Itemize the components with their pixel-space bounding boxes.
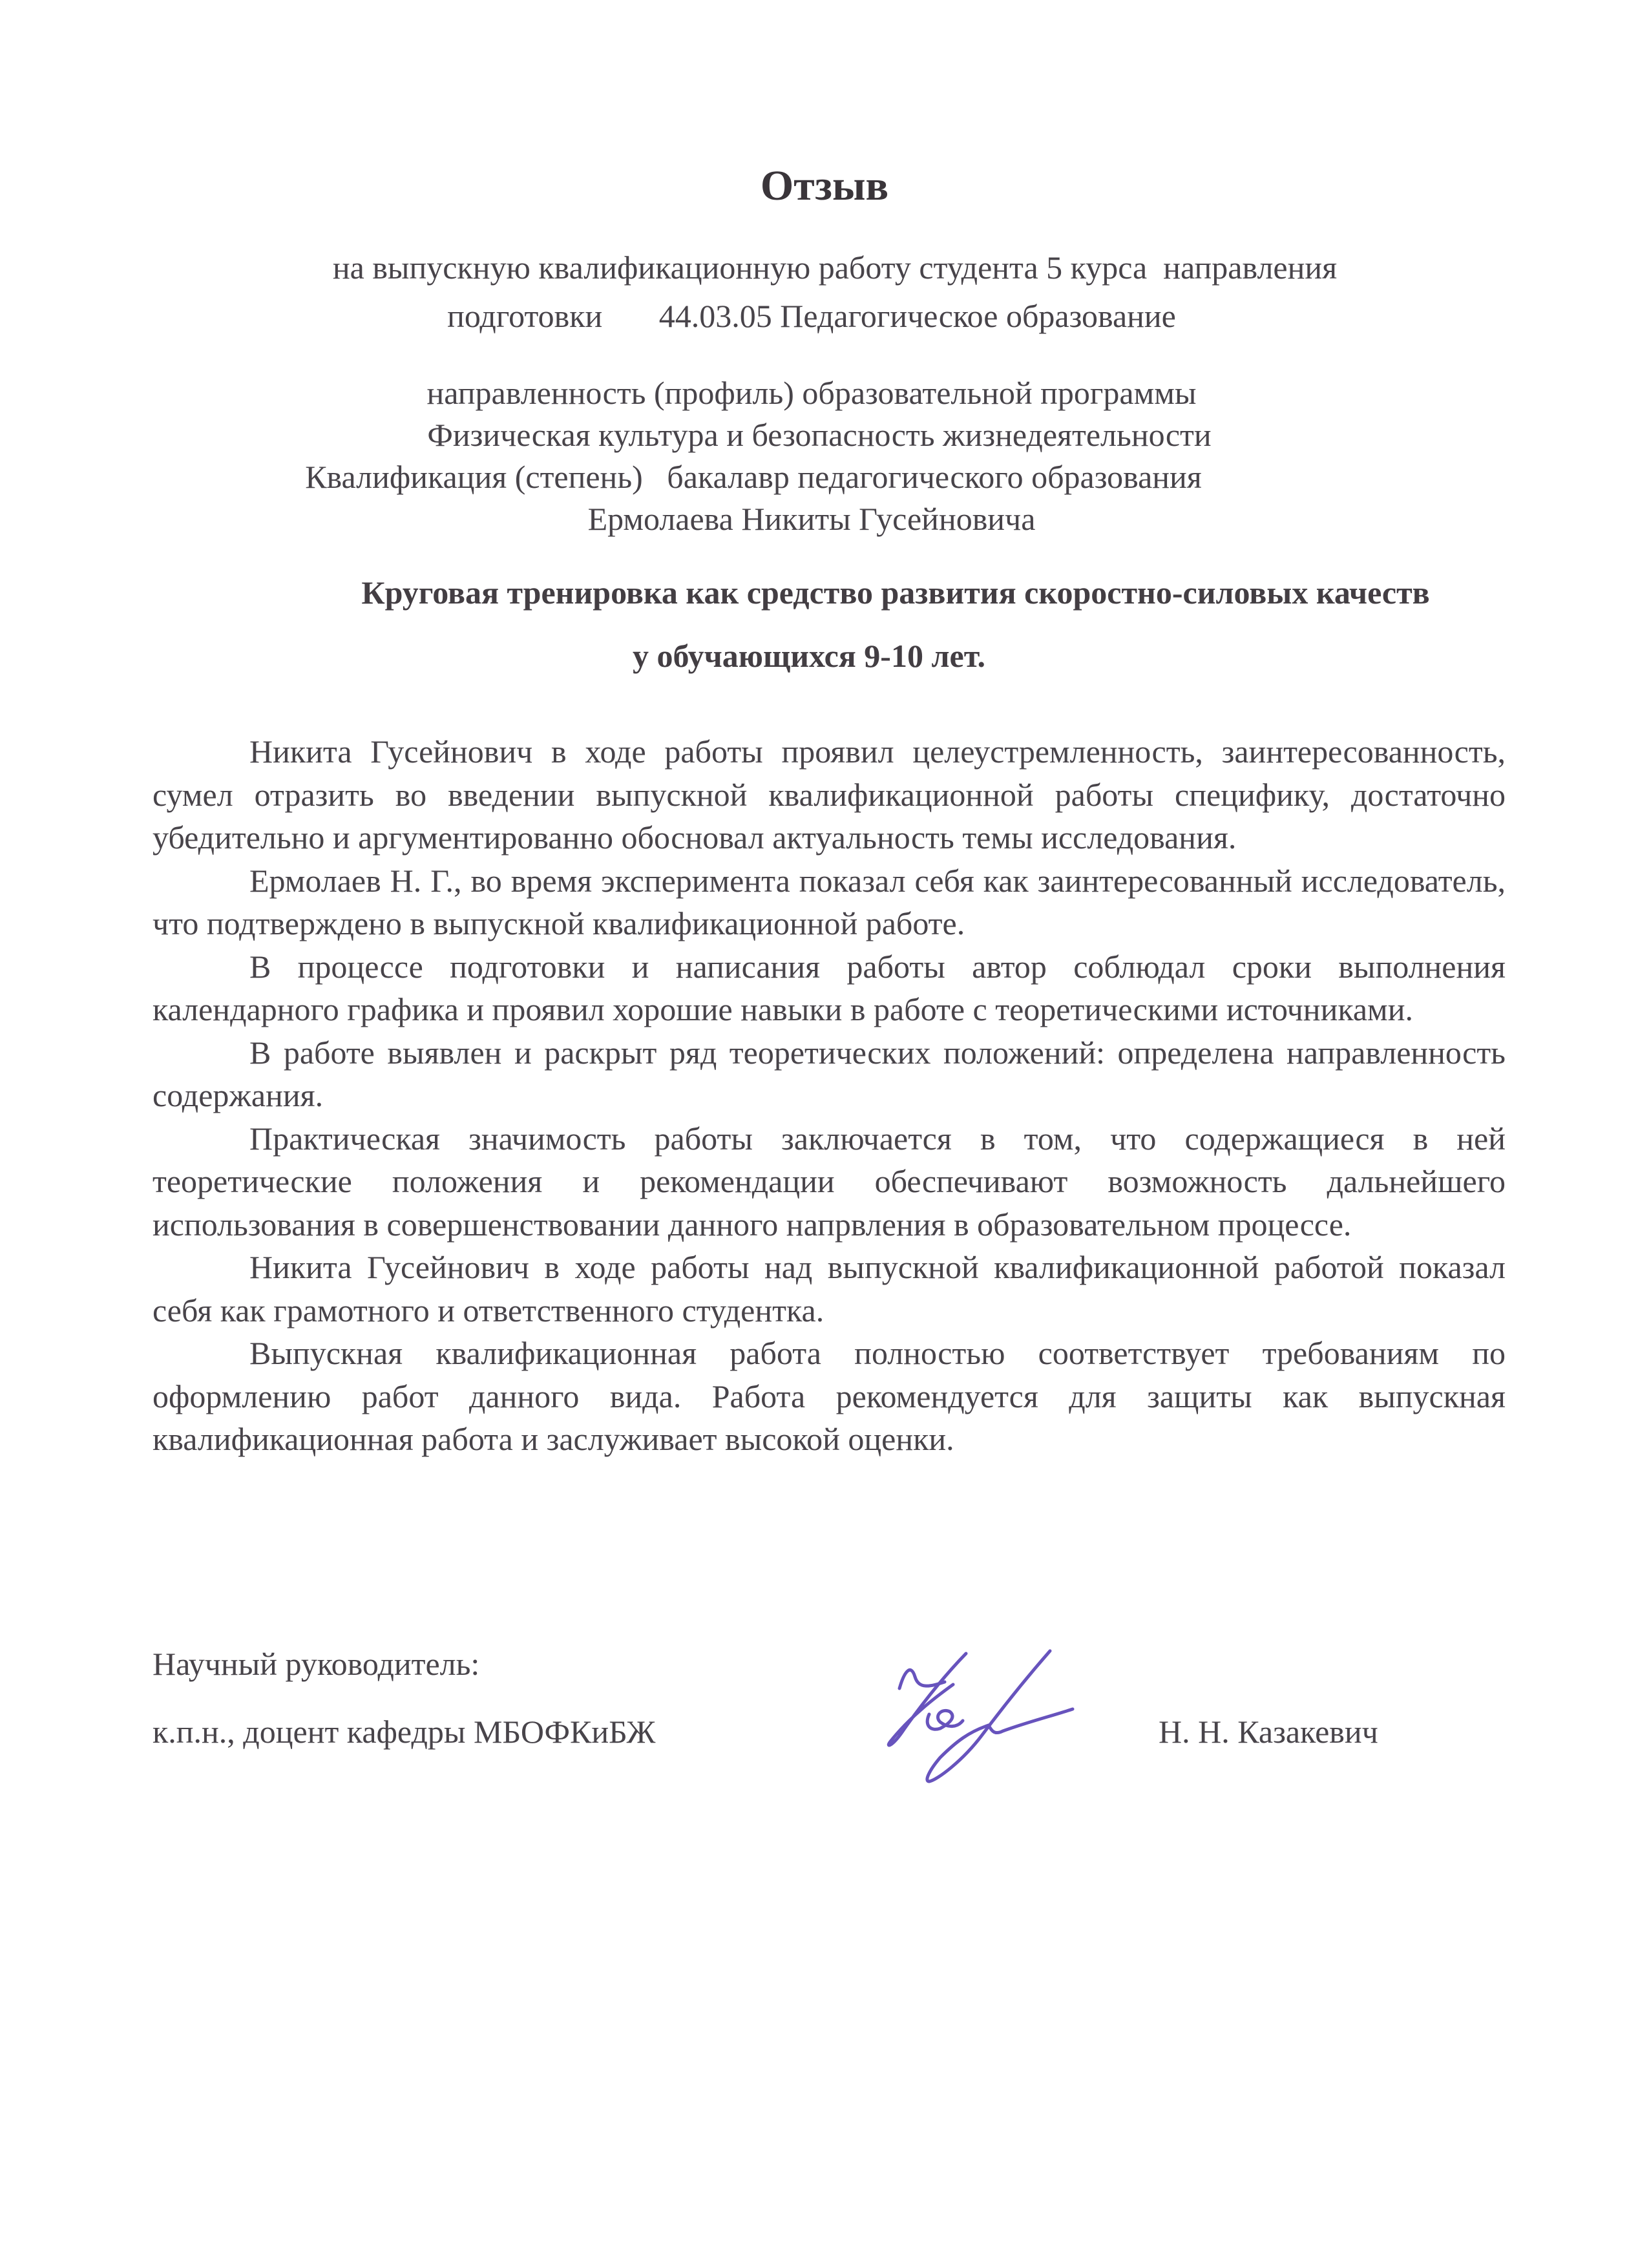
paragraph: Выпускная квалификационная работа полностью соответствует требованиям по оформлению работ данного вида. Работа рекомендуется для защиты как выпускная квалификационная работа и заслуживает высокой оценки.	[152, 1335, 1506, 1457]
qualification-line: Квалификация (степень) бакалавр педагогического образования	[305, 459, 1202, 495]
signature-stroke	[888, 1654, 966, 1745]
supervisor-name: Н. Н. Казакевич	[1159, 1714, 1378, 1750]
program-name-line: Физическая культура и безопасность жизнедеятельности	[427, 417, 1212, 453]
work-title-line-1: Круговая тренировка как средство развития скоростно-силовых качеств	[361, 574, 1430, 611]
paragraph: Никита Гусейнович в ходе работы проявил целеустремленность, заинтересованность, сумел отразить во введении выпускной квалификационной работы специфику, достаточно убедительно и аргументированно обосновал актуальность темы исследования.	[152, 733, 1506, 856]
signature-stroke	[927, 1710, 963, 1729]
student-name-line: Ермолаева Никиты Гусейновича	[587, 501, 1036, 537]
handwritten-signature-icon	[859, 1644, 1092, 1806]
review-body	[152, 730, 1506, 1461]
paragraph: Никита Гусейнович в ходе работы над выпускной квалификационной работой показал себя как грамотного и ответственного студентка.	[152, 1249, 1506, 1328]
supervisor-role-label: Научный руководитель:	[152, 1646, 480, 1682]
paragraph: Ермолаев Н. Г., во время эксперимента показал себя как заинтересованный исследователь, что подтверждено в выпускной квалификационной работе.	[152, 862, 1506, 941]
supervisor-position: к.п.н., доцент кафедры МБОФКиБЖ	[152, 1714, 656, 1750]
profile-line: направленность (профиль) образовательной программы	[426, 375, 1197, 411]
paragraph: В процессе подготовки и написания работы автор соблюдал сроки выполнения календарного графика и проявил хорошие навыки в работе с теоретическими источниками.	[152, 948, 1506, 1027]
paragraph: Практическая значимость работы заключается в том, что содержащиеся в ней теоретические положения и рекомендации обеспечивают возможность дальнейшего использования в совершенствовании данного напрвления в образовательном процессе.	[152, 1120, 1506, 1243]
header-line-1: на выпускную квалификационную работу студента 5 курса направления	[332, 249, 1338, 286]
document-title: Отзыв	[760, 162, 889, 209]
signature-stroke	[927, 1651, 1050, 1781]
header-line-2: подготовки 44.03.05 Педагогическое образование	[447, 298, 1176, 334]
work-title-line-2: у обучающихся 9-10 лет.	[632, 638, 986, 674]
paragraph: В работе выявлен и раскрыт ряд теоретических положений: определена направленность содержания.	[152, 1034, 1506, 1113]
